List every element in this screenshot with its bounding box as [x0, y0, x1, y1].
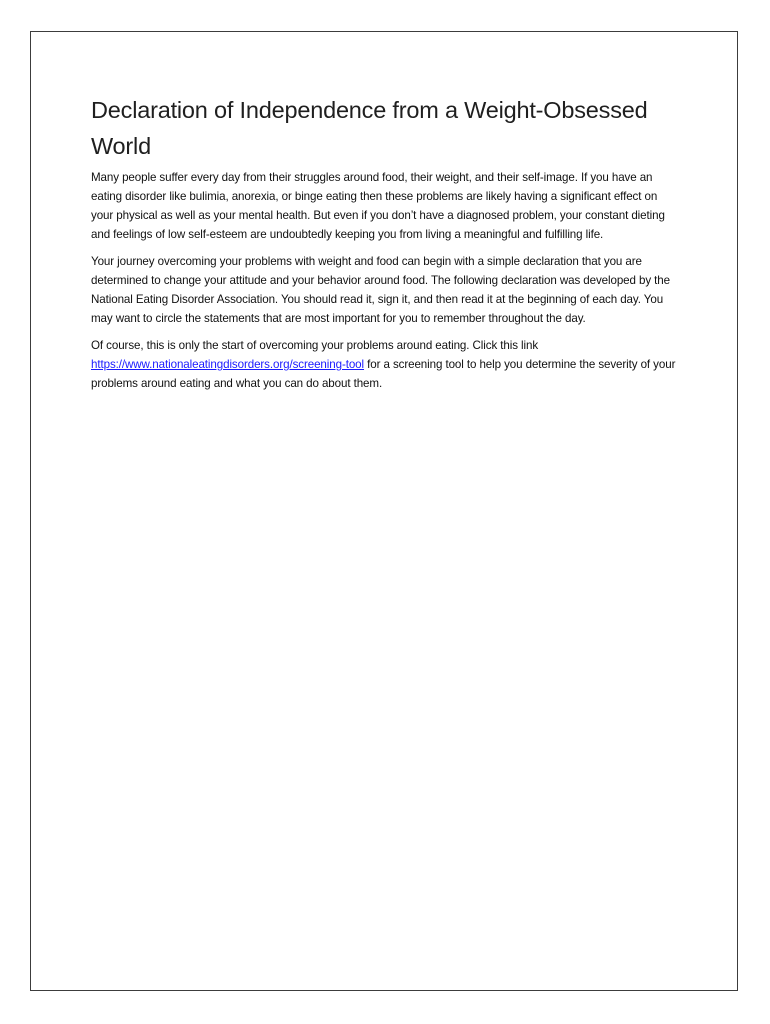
journey-paragraph: Your journey overcoming your problems with weight and food can begin with a simple declaration that you are determined to change your attitude and your behavior around food. The following declaration was developed by the National Eating Disorder Association. You should read it, sign it, and then read it at the beginning of each day. You may want to circle the statements that are most important for you to remember throughout the day.: [91, 255, 670, 325]
document-title: Declaration of Independence from a Weight-Obsessed World: [91, 97, 648, 159]
screening-paragraph: [91, 336, 681, 393]
screening-tool-link[interactable]: https://www.nationaleatingdisorders.org/screening-tool: [91, 358, 365, 371]
document-page: [30, 31, 738, 991]
document-body: [91, 92, 681, 401]
screening-text-before-link: Of course, this is only the start of overcoming your problems around eating. Click this link: [91, 339, 539, 352]
intro-paragraph: Many people suffer every day from their struggles around food, their weight, and their self-image. If you have an eating disorder like bulimia, anorexia, or binge eating then these problems are likely having a significant effect on your physical as well as your mental health. But even if you don’t have a diagnosed problem, your constant dieting and feelings of low self-esteem are undoubtedly keeping you from living a meaningful and fulfilling life.: [91, 171, 665, 241]
screening-text-after-link: for a screening tool to help you determine the severity of your problems around eating and what you can do about them.: [91, 358, 676, 390]
